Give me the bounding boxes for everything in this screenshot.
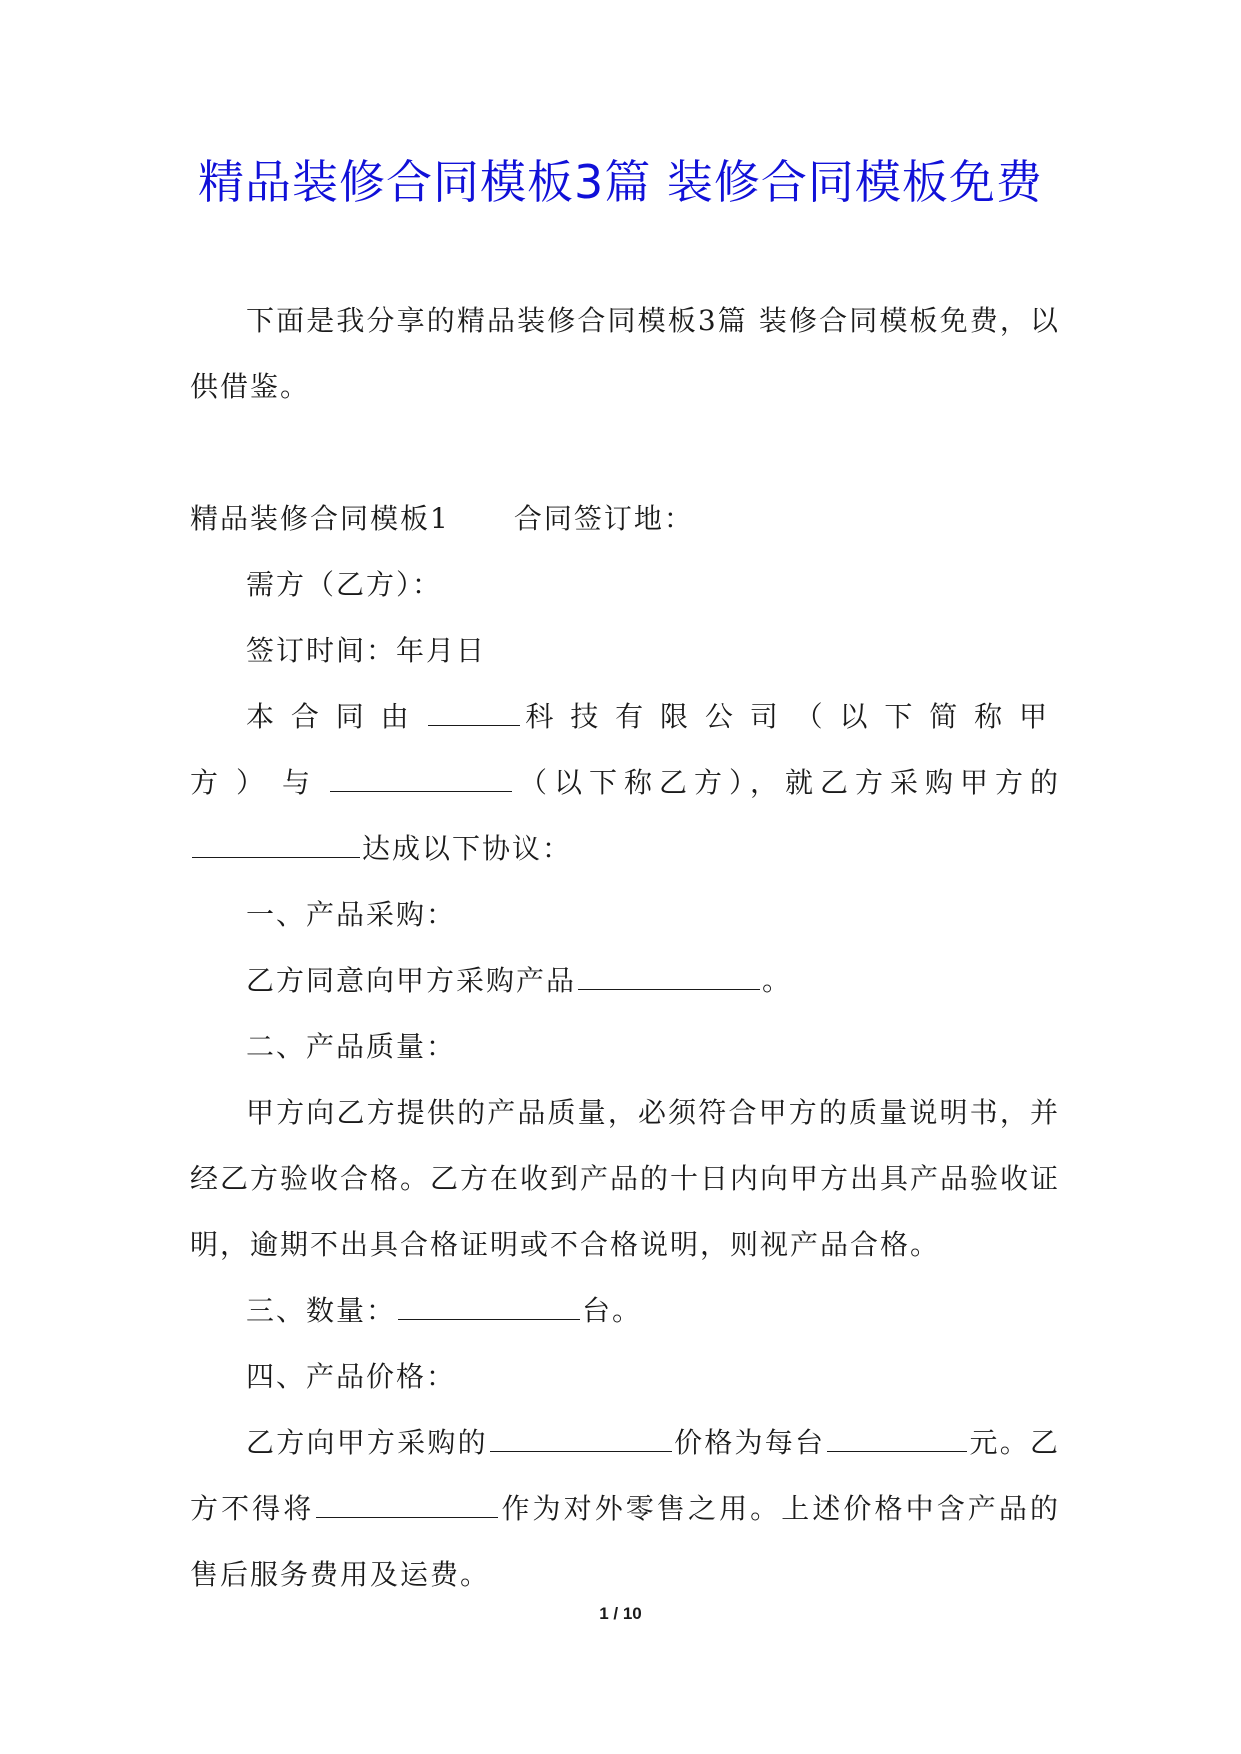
item3-unit: 台。 [582,1294,643,1327]
item4-text [190,1410,1060,1608]
document-title: 精品装修合同模板3篇 装修合同模板免费 [198,155,1043,209]
contract-text-c: （以下称乙方），就乙方采购甲方的 [514,766,1060,799]
item2-text: 甲方向乙方提供的产品质量，必须符合甲方的质量说明书，并经乙方验收合格。乙方在收到产品的十日内向甲方出具产品验收证明，逾期不出具合格证明或不合格说明，则视产品合格。 [190,1096,1061,1261]
quantity-blank [398,1293,580,1320]
item1-product-blank [578,963,760,990]
sign-place-label: 合同签订地： [513,502,694,535]
contract-text-b: 科技有限公司（以下简称甲方）与 [190,700,1060,799]
unit-price-blank [827,1425,967,1452]
item4-text-b: 价格为每台 [673,1426,826,1459]
sign-time-line: 签订时间：年月日 [246,634,487,667]
contract-text-d: 达 [362,832,393,865]
section-heading: 精品装修合同模板1 [190,502,450,535]
item3-line [190,1278,1060,1344]
product-blank [192,831,360,858]
buyer-name-blank [330,765,512,792]
item4-text-d: 乙方不得将 [190,1426,1060,1525]
buyer-line: 需方（乙方）： [246,568,443,601]
item1-text [190,948,1060,1014]
intro-line-2: 以供借鉴。 [190,304,1060,403]
item1-text-b: 。 [762,964,793,997]
intro-line: 下面是我分享的精品装修合同模板3篇 装修合同模板免费， [246,304,1030,337]
item4-text-c: 元。 [969,1426,1030,1459]
item4-product-blank [490,1425,672,1452]
paragraph-gap [190,420,1060,486]
intro-paragraph [190,288,1060,420]
contract-text-a: 本合同由 [246,700,426,733]
document-body [190,288,1060,1608]
item4-text-e: 作为对外零售之用。上述价格中含产品的售后服务费用及运费。 [190,1492,1060,1591]
item1-heading: 一、产品采购： [246,898,457,931]
contract-text-e: 成以下协议： [392,832,573,865]
company-name-blank [428,699,520,726]
item4-usage-blank [316,1491,498,1518]
item3-label: 三、数量： [246,1294,397,1327]
section-heading-line [190,486,1060,552]
contract-paragraph [190,684,1060,882]
item4-text-a: 乙方向甲方采购的 [246,1426,488,1459]
item1-text-a: 乙方同意向甲方采购产品 [246,964,577,997]
page-indicator: 1 / 10 [599,1604,642,1623]
item4-heading: 四、产品价格： [246,1360,457,1393]
item2-heading: 二、产品质量： [246,1030,457,1063]
